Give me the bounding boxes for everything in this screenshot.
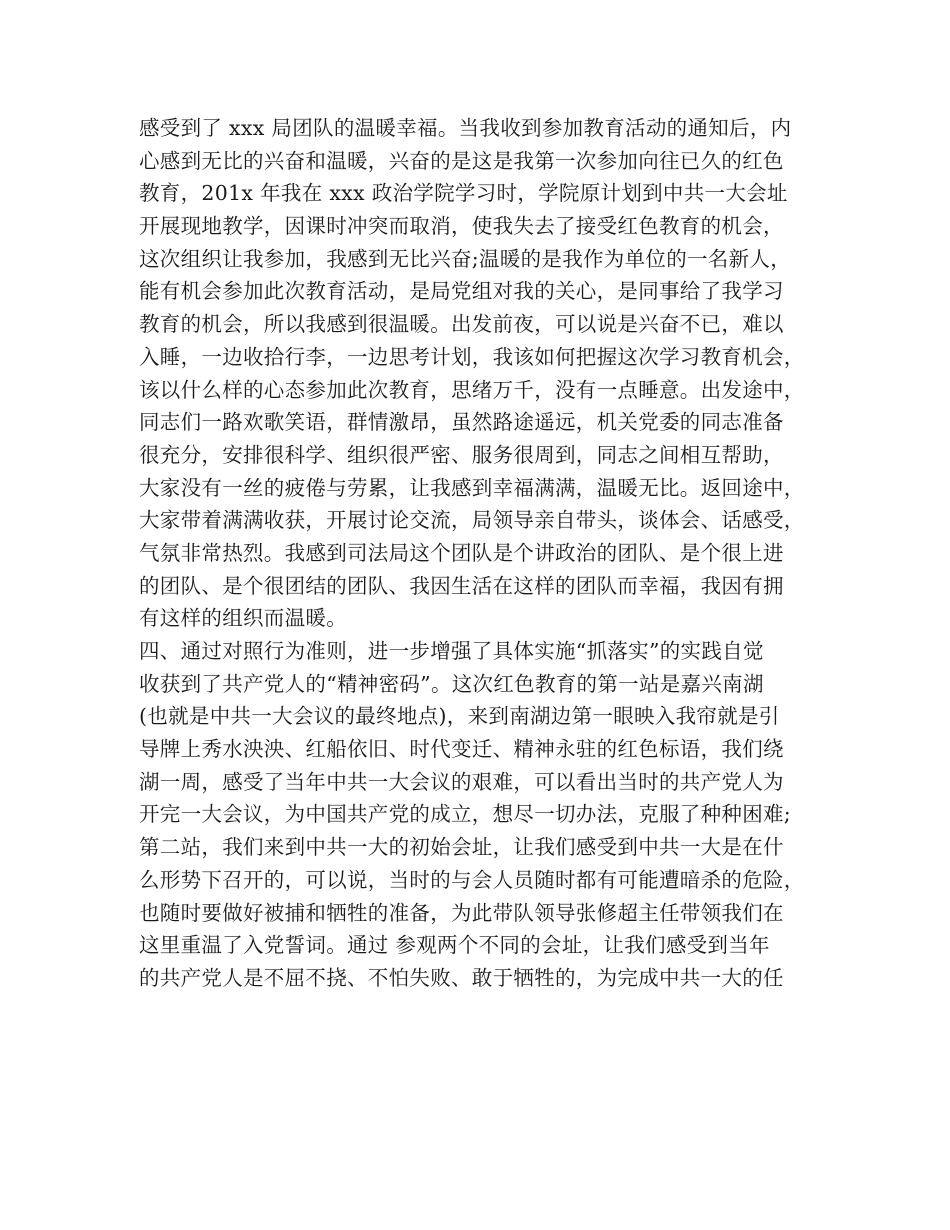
text-line: 大家带着满满收获，开展讨论交流，局领导亲自带头，谈体会、话感受， [139,508,805,533]
text-line: (也就是中共一大会议的最终地点)，来到南湖边第一眼映入我帘就是引 [139,704,780,729]
text-line: 湖一周，感受了当年中共一大会议的艰难，可以看出当时的共产党人为 [139,769,784,794]
text-line: 开完一大会议，为中国共产党的成立，想尽一切办法，克服了种种困难; [139,802,792,827]
text-line: 气氛非常热烈。我感到司法局这个团队是个讲政治的团队、是个很上进 [139,540,784,565]
text-line: 的共产党人是不屈不挠、不怕失败、敢于牺牲的，为完成中共一大的任 [139,965,784,990]
text-line: 四、通过对照行为准则，进一步增强了具体实施“抓落实”的实践自觉 [139,639,764,663]
text-line: 的团队、是个很团结的团队、我因生活在这样的团队而幸福，我因有拥 [139,573,784,598]
text-line: 第二站，我们来到中共一大的初始会址，让我们感受到中共一大是在什 [139,835,784,860]
text-line: 同志们一路欢歌笑语，群情激昂，虽然路途遥远，机关党委的同志准备 [139,410,784,435]
text-line: 很充分，安排很科学、组织很严密、服务很周到，同志之间相互帮助， [139,442,784,467]
text-line: 大家没有一丝的疲倦与劳累，让我感到幸福满满，温暖无比。返回途中， [139,475,805,500]
body-text [139,112,829,995]
text-line: 么形势下召开的，可以说，当时的与会人员随时都有可能遭暗杀的危险， [139,867,805,892]
text-line: 也随时要做好被捕和牺牲的准备，为此带队领导张修超主任带领我们在 [139,900,784,925]
text-line: 有这样的组织而温暖。 [139,606,347,631]
text-line: 能有机会参加此次教育活动，是局党组对我的关心，是同事给了我学习 [139,279,784,304]
text-line: 教育的机会，所以我感到很温暖。出发前夜，可以说是兴奋不已，难以 [139,312,784,337]
text-line: 感受到了 xxx 局团队的温暖幸福。当我收到参加教育活动的通知后，内 [139,116,792,140]
text-line: 导牌上秀水泱泱、红船依旧、时代变迁、精神永驻的红色标语，我们绕 [139,737,784,762]
text-line: 这次组织让我参加，我感到无比兴奋;温暖的是我作为单位的一名新人， [139,246,792,271]
text-line: 入睡，一边收拾行李，一边思考计划，我该如何把握这次学习教育机会， [139,344,805,369]
text-line: 这里重温了入党誓词。通过 参观两个不同的会址，让我们感受到当年 [139,933,770,958]
text-line: 心感到无比的兴奋和温暖，兴奋的是这是我第一次参加向往已久的红色 [139,148,784,173]
text-line: 收获到了共产党人的“精神密码”。这次红色教育的第一站是嘉兴南湖 [139,671,764,696]
text-line: 开展现地教学，因课时冲突而取消，使我失去了接受红色教育的机会， [139,214,784,239]
text-line: 教育，201x 年我在 xxx 政治学院学习时，学院原计划到中共一大会址 [139,181,788,206]
text-line: 该以什么样的心态参加此次教育，思绪万千，没有一点睡意。出发途中， [139,377,805,402]
